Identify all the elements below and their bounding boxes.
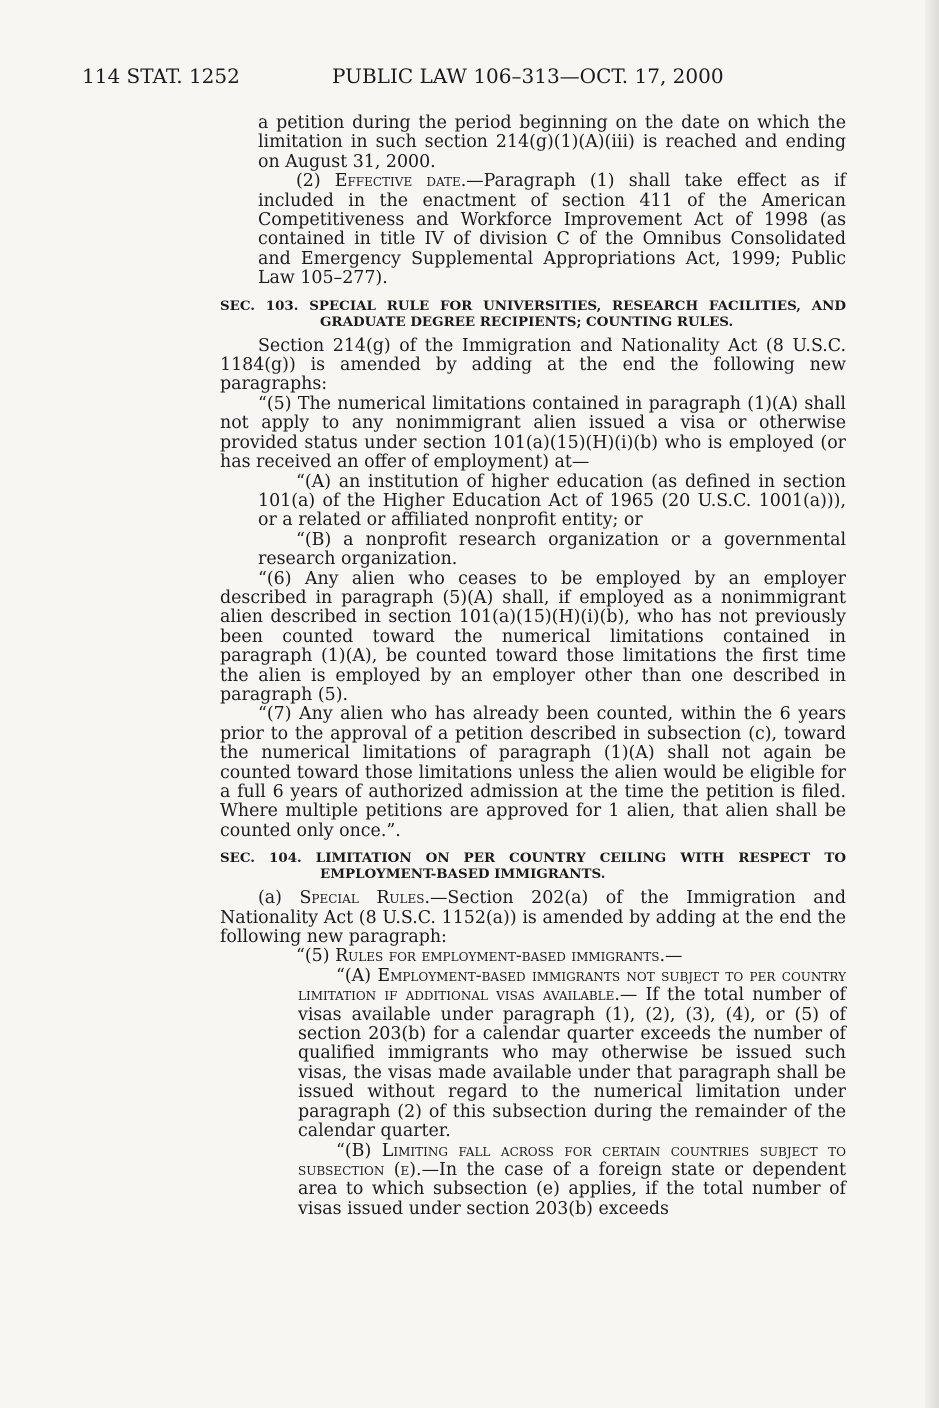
section-103-heading: SEC. 103. SPECIAL RULE FOR UNIVERSITIES, RESEARCH FACILITIES, AND GRADUATE DEGREE RECIPIENTS; COUNTING RULES.: [220, 297, 846, 330]
paragraph-caption: Effective date: [334, 171, 461, 192]
page-edge-shadow: [925, 0, 939, 1408]
subsection-a-special-rules: [220, 889, 846, 947]
paragraph-7: “(7) Any alien who has already been counted, within the 6 years prior to the approval of a petition described in subsection (c), toward the numerical limitations of paragraph (1)(A) shall not again be counted toward those limitations unless the alien would be eligible for a full 6 years of authorized admission at the time the petition is filed. Where multiple petitions are approved for 1 alien, that alien shall be counted only once.”.: [220, 704, 846, 841]
subparagraph-caption: Employment-based immigrants not subject to per country limitation if additional visas available: [298, 965, 846, 1006]
paragraph-text: .—: [659, 946, 683, 967]
page-header: [82, 64, 842, 94]
paragraph-effective-date: [220, 172, 846, 288]
paragraph-number: “(5): [296, 946, 336, 967]
subparagraph-a-employment-based: [220, 967, 846, 1142]
subparagraph-b: “(B) a nonprofit research organization or a governmental research organization.: [258, 529, 846, 570]
subparagraph-number: “(B): [336, 1140, 382, 1161]
subparagraph-b-fall-across: [220, 1142, 846, 1220]
public-law-reference: PUBLIC LAW 106–313—OCT. 17, 2000: [332, 64, 724, 88]
section-103-intro: Section 214(g) of the Immigration and Nationality Act (8 U.S.C. 1184(g)) is amended by adding at the end the following new paragraphs:: [220, 335, 846, 395]
subparagraph-a: “(A) an institution of higher education (as defined in section 101(a) of the Higher Education Act of 1965 (20 U.S.C. 1001(a))), or a related or affiliated nonprofit entity; or: [258, 471, 846, 531]
subparagraph-caption: Limiting fall across for certain countries subject to subsection (e): [298, 1140, 846, 1180]
subsection-number: (a): [258, 888, 300, 909]
subsection-text: .—Section 202(a) of the Immigration and Nationality Act (8 U.S.C. 1152(a)) is amended by adding at the end the following new paragraph:: [220, 888, 846, 948]
paragraph-continuation: a petition during the period beginning on the date on which the limitation in such section 214(g)(1)(A)(iii) is reached and ending on August 31, 2000.: [258, 113, 846, 172]
paragraph-text: .—Paragraph (1) shall take effect as if included in the enactment of section 411 of the American Competitiveness and Workforce Improvement Act of 1998 (as contained in title IV of division C of the Omnibus Consolidated and Emergency Supplemental Appropriations Act, 1999; Public Law 105–277).: [258, 171, 846, 289]
subsection-caption: Special Rules: [299, 888, 425, 909]
statute-reference: 114 STAT. 1252: [82, 64, 240, 88]
subparagraph-text: .— If the total number of visas available under paragraph (1), (2), (3), (4), or (5) of section 203(b) for a calendar quarter exceeds the number of qualified immigrants who may otherwise be issued such visas, the visas made available under that paragraph shall be issued without regard to the numerical limitation under paragraph (2) of this subsection during the remainder of the calendar quarter.: [298, 985, 846, 1142]
subparagraph-text: .—In the case of a foreign state or dependent area to which subsection (e) applies, if the total number of visas issued under section 203(b) exceeds: [298, 1159, 846, 1219]
paragraph-5: “(5) The numerical limitations contained in paragraph (1)(A) shall not apply to any nonimmigrant alien issued a visa or otherwise provided status under section 101(a)(15)(H)(i)(b) who is employed (or has received an offer of employment) at—: [220, 393, 846, 473]
paragraph-number: (2): [296, 171, 335, 192]
paragraph-caption: Rules for employment-based immigrants: [335, 946, 660, 967]
paragraph-5-rules-heading: [220, 947, 846, 966]
subparagraph-number: “(A): [336, 965, 378, 986]
section-104-heading: SEC. 104. LIMITATION ON PER COUNTRY CEILING WITH RESPECT TO EMPLOYMENT-BASED IMMIGRANTS.: [220, 850, 846, 883]
paragraph-6: “(6) Any alien who ceases to be employed by an employer described in paragraph (5)(A) shall, if employed as a nonimmigrant alien described in section 101(a)(15)(H)(i)(b), who has not previously been counted toward the numerical limitations contained in paragraph (1)(A), be counted toward those limitations the first time the alien is employed by an employer other than one described in paragraph (5).: [220, 568, 846, 705]
statute-body: [220, 114, 846, 1219]
